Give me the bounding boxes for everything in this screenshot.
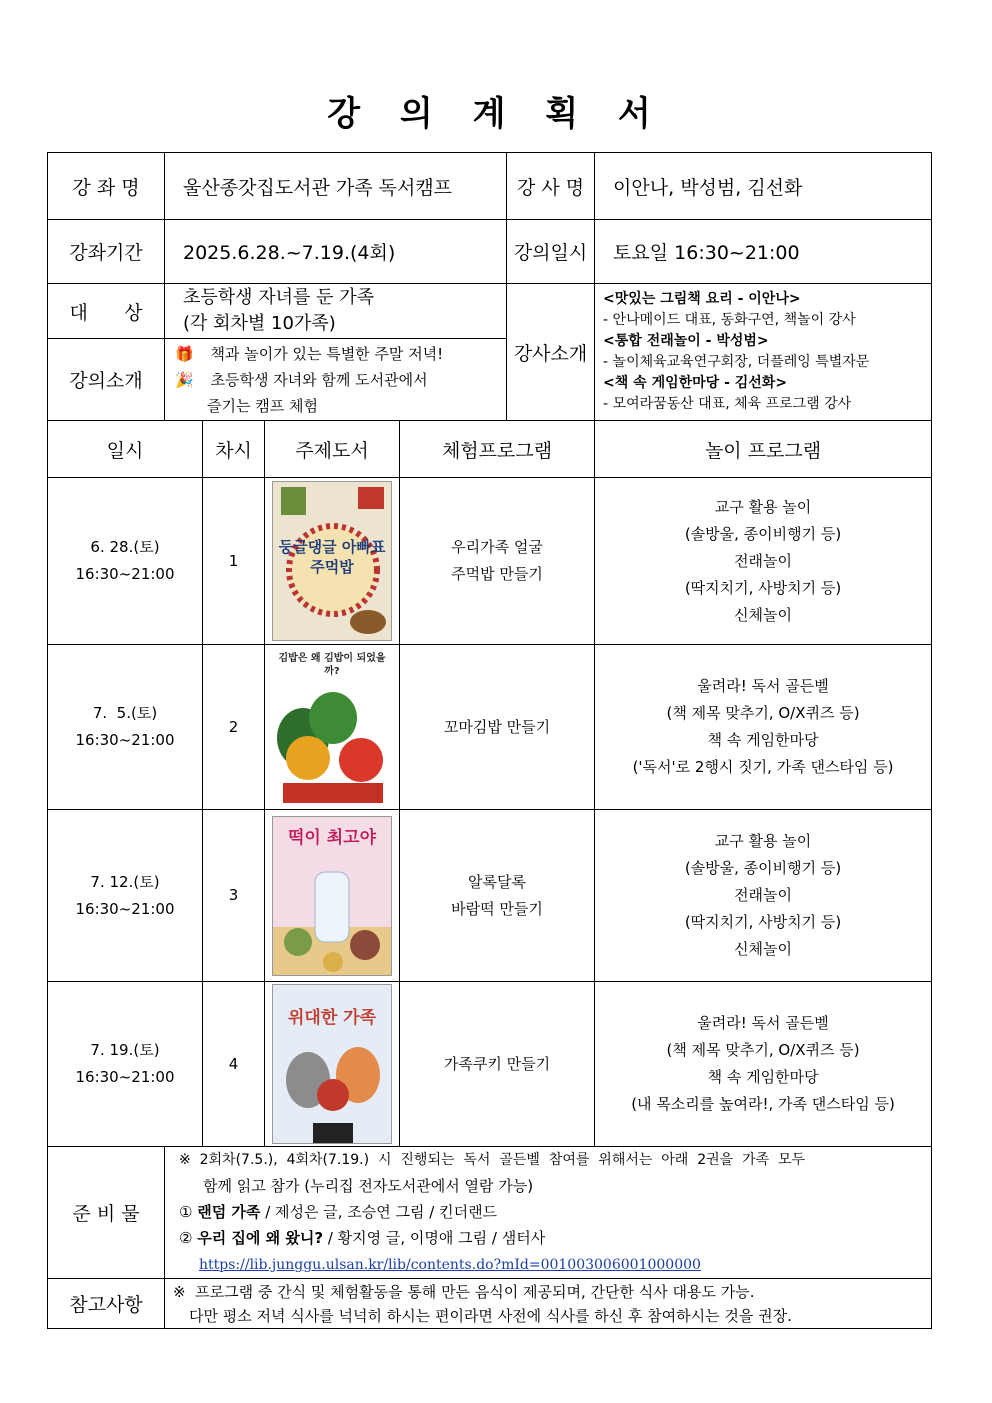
course-name: 울산종갓집도서관 가족 독서캠프 [165, 153, 507, 220]
instructor-intro-3-title: <책 속 게임한마당 - 김선화> [603, 375, 788, 391]
book-cover-cell [265, 982, 400, 1147]
book-cover-cell [265, 810, 400, 982]
instructor-intro [595, 284, 932, 421]
book-title: 김밥은 왜 김밥이 되었을까? [278, 653, 386, 677]
session-number: 1 [203, 478, 265, 645]
schedule-row [48, 645, 932, 810]
instructor-names: 이안나, 박성범, 김선화 [595, 153, 932, 220]
datetime-label: 강의일시 [507, 220, 595, 284]
instructor-label: 강 사 명 [507, 153, 595, 220]
target-label: 대 상 [48, 284, 165, 339]
course-period: 2025.6.28.~7.19.(4회) [165, 220, 507, 284]
experience-program: 알록달록 바람떡 만들기 [400, 810, 595, 982]
notes-line-2: 다만 평소 저녁 식사를 넉넉히 하시는 편이라면 사전에 식사를 하신 후 참여하시는 것을 권장. [189, 1306, 792, 1325]
period-label: 강좌기간 [48, 220, 165, 284]
play-program: 울려라! 독서 골든벨 (책 제목 맞추기, O/X퀴즈 등) 책 속 게임한마당 ('독서'로 2행시 짓기, 가족 댄스타임 등) [595, 645, 932, 810]
notes-content [165, 1279, 932, 1329]
session-number: 4 [203, 982, 265, 1147]
ebook-library-link[interactable]: https://lib.junggu.ulsan.kr/lib/contents.do?mId=001003006001000000 [199, 1257, 701, 1273]
book-title: 둥글댕글 아빠표 주먹밥 [278, 538, 386, 576]
preparation-line-2: 함께 읽고 참가 (누리집 전자도서관에서 열람 가능) [203, 1177, 534, 1195]
session-date: 7. 12.(토) 16:30~21:00 [48, 810, 203, 982]
header-book: 주제도서 [265, 421, 400, 478]
document-title: 강 의 계 획 서 [327, 94, 665, 134]
experience-program: 꼬마김밥 만들기 [400, 645, 595, 810]
book-cover [272, 816, 392, 976]
preparation-label: 준 비 물 [48, 1147, 165, 1279]
book-cover [272, 481, 392, 641]
session-number: 3 [203, 810, 265, 982]
schedule-row [48, 982, 932, 1147]
experience-program: 가족쿠키 만들기 [400, 982, 595, 1147]
target-line-1: 초등학생 자녀를 둔 가족 [183, 287, 375, 308]
preparation-book-2: ② 우리 집에 왜 왔니? / 황지영 글, 이명애 그림 / 샘터사 [179, 1229, 546, 1247]
play-program: 울려라! 독서 골든벨 (책 제목 맞추기, O/X퀴즈 등) 책 속 게임한마당 (내 목소리를 높여라!, 가족 댄스타임 등) [595, 982, 932, 1147]
course-datetime: 토요일 16:30~21:00 [595, 220, 932, 284]
instructor-intro-label: 강사소개 [507, 284, 595, 421]
instructor-intro-1-desc: - 안나메이드 대표, 동화구연, 책놀이 강사 [603, 312, 856, 328]
intro-line-1: 🎁 책과 놀이가 있는 특별한 주말 저녁! [175, 344, 444, 363]
book-cover [272, 984, 392, 1144]
target-line-2: (각 회차별 10가족) [183, 313, 336, 334]
schedule-row [48, 810, 932, 982]
intro-cell [165, 339, 507, 421]
instructor-intro-2-desc: - 놀이체육교육연구회장, 더플레잉 특별자문 [603, 354, 870, 370]
lecture-plan-table [47, 152, 932, 1329]
intro-label: 강의소개 [48, 339, 165, 421]
session-date: 6. 28.(토) 16:30~21:00 [48, 478, 203, 645]
book-cover-cell [265, 645, 400, 810]
header-date: 일시 [48, 421, 203, 478]
party-popper-icon: 🎉 [175, 370, 194, 389]
instructor-intro-1-title: <맛있는 그림책 요리 - 이안나> [603, 291, 801, 307]
header-experience: 체험프로그램 [400, 421, 595, 478]
session-number: 2 [203, 645, 265, 810]
gift-icon: 🎁 [175, 344, 194, 363]
intro-line-2: 🎉 초등학생 자녀와 함께 도서관에서 [175, 370, 428, 389]
experience-program: 우리가족 얼굴 주먹밥 만들기 [400, 478, 595, 645]
play-program: 교구 활용 놀이 (솔방울, 종이비행기 등) 전래놀이 (딱지치기, 사방치기 등) 신체놀이 [595, 810, 932, 982]
book-title: 떡이 최고야 [287, 827, 377, 848]
session-date: 7. 19.(토) 16:30~21:00 [48, 982, 203, 1147]
header-session: 차시 [203, 421, 265, 478]
play-program: 교구 활용 놀이 (솔방울, 종이비행기 등) 전래놀이 (딱지치기, 사방치기 등) 신체놀이 [595, 478, 932, 645]
header-play: 놀이 프로그램 [595, 421, 932, 478]
notes-label: 참고사항 [48, 1279, 165, 1329]
notes-line-1: ※ 프로그램 중 간식 및 체험활동을 통해 만든 음식이 제공되며, 간단한 식사 대용도 가능. [173, 1282, 755, 1301]
preparation-link-row [179, 1251, 925, 1278]
target-cell [165, 284, 507, 339]
intro-line-3: 즐기는 캠프 체험 [207, 396, 318, 415]
course-name-label: 강 좌 명 [48, 153, 165, 220]
instructor-intro-2-title: <통합 전래놀이 - 박성범> [603, 333, 769, 349]
session-date: 7. 5.(토) 16:30~21:00 [48, 645, 203, 810]
book-cover [272, 647, 392, 807]
book-title: 위대한 가족 [287, 1008, 377, 1028]
book-cover-cell [265, 478, 400, 645]
instructor-intro-3-desc: - 모여라꿈동산 대표, 체육 프로그램 강사 [603, 396, 852, 412]
preparation-book-1: ① 랜덤 가족 / 제성은 글, 조승연 그림 / 킨더랜드 [179, 1203, 498, 1221]
preparation-content [165, 1147, 932, 1279]
schedule-row [48, 478, 932, 645]
preparation-line-1: ※ 2회차(7.5.), 4회차(7.19.) 시 진행되는 독서 골든벨 참여를 위해서는 아래 2권을 가족 모두 [179, 1152, 806, 1168]
